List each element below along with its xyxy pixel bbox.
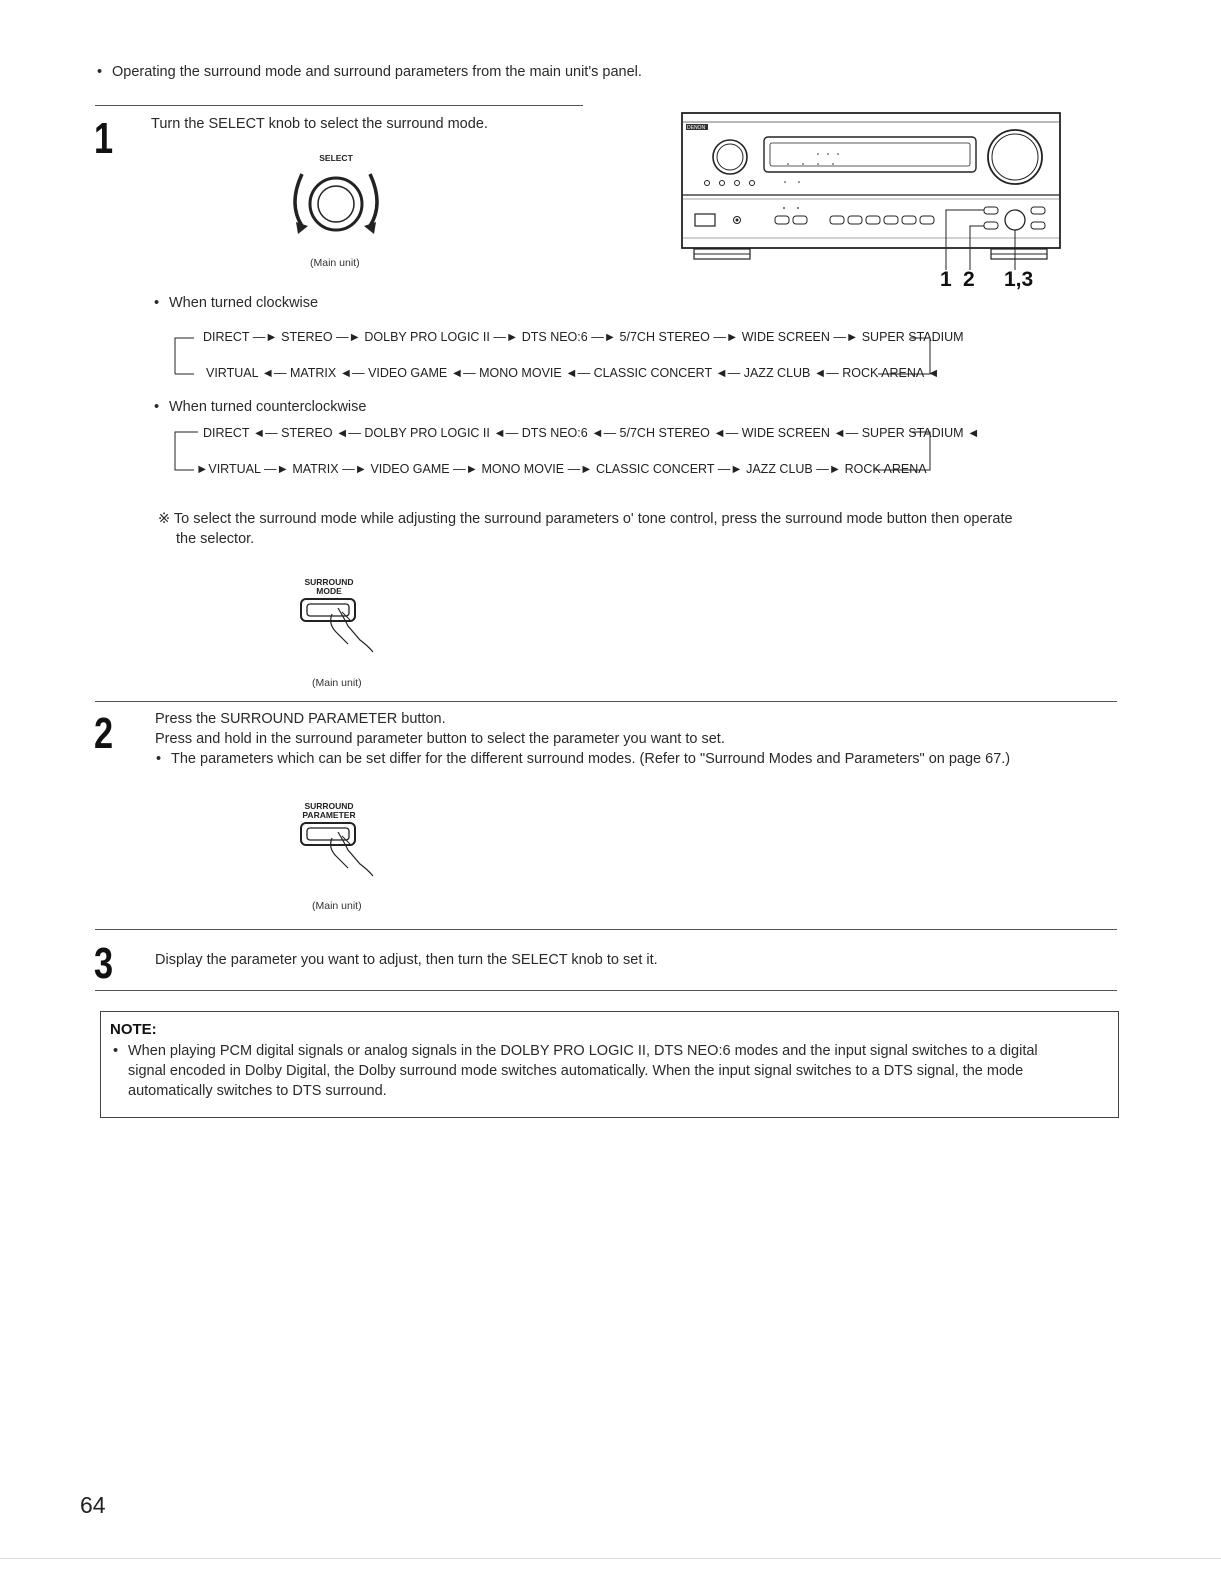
surround-mode-label-2: MODE (316, 586, 342, 596)
mode-dts-neo6: DTS NEO:6 (521, 330, 588, 344)
ccw-mode-direct: DIRECT (203, 426, 250, 440)
step3-bottom-rule (95, 990, 1117, 991)
receiver-front-panel (678, 110, 1064, 270)
surround-parameter-label-2: PARAMETER (302, 810, 356, 820)
step2-caption: (Main unit) (312, 900, 362, 912)
step1-text: Turn the SELECT knob to select the surround mode. (151, 116, 488, 132)
rotate-left-arrow (295, 174, 302, 226)
surround-parameter-button-illustration (298, 820, 378, 878)
mode-mono-movie: MONO MOVIE (479, 366, 562, 380)
select-knob-small (1005, 210, 1025, 230)
mode-super-stadium: SUPER STADIUM (861, 330, 964, 344)
ccw-mode-stereo: STEREO (281, 426, 333, 440)
surround-mode-label-1: SURROUND (304, 577, 354, 587)
ccw-mode-rock-arena: ROCK ARENA (844, 462, 927, 476)
knob-inner (318, 186, 354, 222)
step1-caption: (Main unit) (310, 257, 360, 269)
step2-rule (95, 701, 1117, 702)
left-knob (713, 140, 747, 174)
step1-number: 1 (94, 114, 114, 163)
step3-rule (95, 929, 1117, 930)
step1-note-line2: the selector. (176, 531, 255, 547)
clockwise-heading: • When turned clockwise (169, 295, 318, 311)
note-box (100, 1011, 1119, 1118)
callout-1-3: 1,3 (1004, 268, 1034, 291)
mode-video-game: VIDEO GAME (368, 366, 448, 380)
ccw-mode-dolby-pro-logic-ii: DOLBY PRO LOGIC II (364, 426, 490, 440)
ccw-mode-super-stadium: SUPER STADIUM (861, 426, 964, 440)
display-window (764, 137, 976, 172)
ccw-mode-mono-movie: MONO MOVIE (481, 462, 565, 476)
select-knob-illustration (280, 164, 392, 244)
counterclockwise-heading: • When turned counterclockwise (169, 399, 366, 415)
note-line1: • When playing PCM digital signals or analog signals in the DOLBY PRO LOGIC II, DTS NEO:6 modes and the input signal switches to a digital (128, 1043, 1038, 1059)
counterclockwise-top-row: DIRECT ◄— STEREO ◄— DOLBY PRO LOGIC II ◄— DTS NEO:6 ◄— 5/7CH STEREO ◄— WIDE SCREEN ◄— SUPER STADIUM ◄ (203, 426, 980, 440)
step1-rule (95, 105, 583, 106)
ccw-mode-57ch-stereo: 5/7CH STEREO (619, 426, 710, 440)
intro-text: • Operating the surround mode and surround parameters from the main unit's panel. (112, 64, 642, 80)
ccw-mode-virtual: VIRTUAL (208, 462, 261, 476)
surround-mode-button (301, 599, 355, 621)
select-knob-label: SELECT (319, 153, 353, 163)
clockwise-top-row: DIRECT —► STEREO —► DOLBY PRO LOGIC II —► DTS NEO:6 —► 5/7CH STEREO —► WIDE SCREEN —► SUPER STADIUM (203, 330, 964, 344)
ccw-mode-dts-neo6: DTS NEO:6 (521, 426, 588, 440)
brand-text: DENON (687, 125, 706, 131)
callout-1: 1 (940, 268, 952, 291)
step1-note-line1: ※ To select the surround mode while adjusting the surround parameters o' tone control, press the surround mode button then operate (158, 511, 1013, 527)
page-bottom-rule (0, 1558, 1221, 1559)
ccw-mode-wide-screen: WIDE SCREEN (741, 426, 830, 440)
mode-dolby-pro-logic-ii: DOLBY PRO LOGIC II (364, 330, 490, 344)
callout-2: 2 (963, 268, 975, 291)
mode-stereo: STEREO (281, 330, 333, 344)
step2-line2: Press and hold in the surround parameter button to select the parameter you want to set. (155, 731, 725, 747)
mode-wide-screen: WIDE SCREEN (741, 330, 830, 344)
mode-direct: DIRECT (203, 330, 250, 344)
ccw-mode-video-game: VIDEO GAME (370, 462, 450, 476)
ccw-mode-classic-concert: CLASSIC CONCERT (595, 462, 715, 476)
surround-mode-button-illustration (298, 596, 378, 654)
mode-classic-concert: CLASSIC CONCERT (593, 366, 712, 380)
master-volume-knob (988, 130, 1042, 184)
step3-number: 3 (94, 939, 114, 988)
page-number: 64 (80, 1492, 106, 1518)
mode-caption: (Main unit) (312, 677, 362, 689)
mode-57ch-stereo: 5/7CH STEREO (619, 330, 710, 344)
counterclockwise-bottom-row: ►VIRTUAL —► MATRIX —► VIDEO GAME —► MONO MOVIE —► CLASSIC CONCERT —► JAZZ CLUB —► ROCK ARENA (196, 462, 927, 476)
clockwise-bottom-row: VIRTUAL ◄— MATRIX ◄— VIDEO GAME ◄— MONO MOVIE ◄— CLASSIC CONCERT ◄— JAZZ CLUB ◄— ROCK ARENA ◄ (206, 366, 940, 380)
mode-jazz-club: JAZZ CLUB (743, 366, 811, 380)
mode-rock-arena: ROCK ARENA (842, 366, 924, 380)
note-title: NOTE: (110, 1021, 157, 1038)
rotate-right-arrow (370, 174, 377, 226)
note-line2: signal encoded in Dolby Digital, the Dolby surround mode switches automatically. When the input signal switches to a DTS signal, the mode (128, 1063, 1024, 1079)
surround-parameter-label-1: SURROUND (304, 801, 354, 811)
step3-text: Display the parameter you want to adjust, then turn the SELECT knob to set it. (155, 952, 658, 968)
ccw-mode-matrix: MATRIX (292, 462, 339, 476)
step2-number: 2 (94, 709, 114, 758)
note-line3: automatically switches to DTS surround. (128, 1083, 387, 1099)
step2-line3: • The parameters which can be set differ for the different surround modes. (Refer to "Surround Modes and Parameters" on page 67.) (171, 751, 1010, 767)
mode-matrix: MATRIX (289, 366, 337, 380)
surround-parameter-button (301, 823, 355, 845)
step2-line1: Press the SURROUND PARAMETER button. (155, 711, 446, 727)
ccw-mode-jazz-club: JAZZ CLUB (746, 462, 813, 476)
mode-virtual: VIRTUAL (206, 366, 259, 380)
